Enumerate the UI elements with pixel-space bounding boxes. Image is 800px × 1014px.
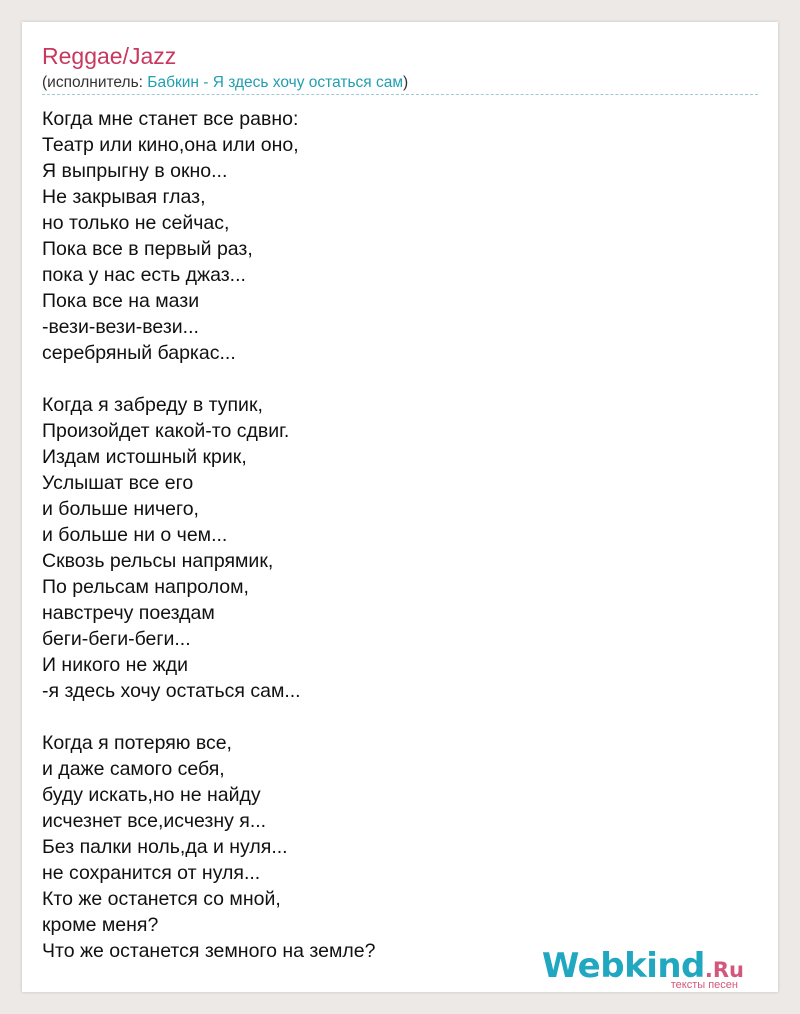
lyric-line: и даже самого себя, [42,758,225,780]
lyric-line: Услышат все его [42,472,194,494]
logo-tagline: тексты песен [670,979,738,991]
lyric-line: Театр или кино,она или оно, [42,134,299,156]
byline-prefix: (исполнитель: [42,74,148,91]
lyric-line: серебряный баркас... [42,342,236,364]
lyric-line: и больше ничего, [42,498,199,520]
lyric-line: Когда мне станет все равно: [42,108,299,130]
lyric-line: Пока все в первый раз, [42,238,253,260]
lyrics-stanza [42,730,375,964]
lyrics-stanza [42,392,375,704]
lyric-line: Не закрывая глаз, [42,186,206,208]
artist-byline [42,73,408,93]
lyrics-card [22,22,778,992]
byline-suffix: ) [403,74,409,91]
lyric-line: навстречу поездам [42,602,215,624]
lyric-line: буду искать,но не найду [42,784,261,806]
lyric-line: но только не сейчас, [42,212,230,234]
lyric-line: Когда я потеряю все, [42,732,232,754]
artist-song-link[interactable]: Бабкин - Я здесь хочу остаться сам [147,74,404,91]
lyric-line: -я здесь хочу остаться сам... [42,680,301,702]
lyric-line: беги-беги-беги... [42,628,191,650]
lyric-line: кроме меня? [42,914,159,936]
lyrics-stanza [42,106,375,366]
lyric-line: и больше ни о чем... [42,524,228,546]
lyric-line: не сохранится от нуля... [42,862,261,884]
lyric-line: Что же останется земного на земле? [42,940,376,962]
lyric-line: Произойдет какой-то сдвиг. [42,420,290,442]
lyric-line: Когда я забреду в тупик, [42,394,263,416]
logo-name: Webkind [541,946,705,986]
lyric-line: Издам истошный крик, [42,446,247,468]
lyric-line: Я выпрыгну в окно... [42,160,228,182]
lyric-line: По рельсам напролом, [42,576,249,598]
lyric-line: И никого не жди [42,654,188,676]
lyric-line: Без палки ноль,да и нуля... [42,836,288,858]
logo-tld: .Ru [704,958,744,982]
dashed-divider [42,94,758,95]
lyric-line: -вези-вези-вези... [42,316,199,338]
lyric-line: Сквозь рельсы напрямик, [42,550,274,572]
lyrics-text [42,106,375,964]
lyric-line: Пока все на мази [42,290,200,312]
song-genre-title: Reggae/Jazz [42,43,177,69]
lyric-line: исчезнет все,исчезну я... [42,810,267,832]
lyric-line: пока у нас есть джаз... [42,264,246,286]
lyric-line: Кто же останется со мной, [42,888,281,910]
webkind-logo[interactable] [542,946,744,990]
